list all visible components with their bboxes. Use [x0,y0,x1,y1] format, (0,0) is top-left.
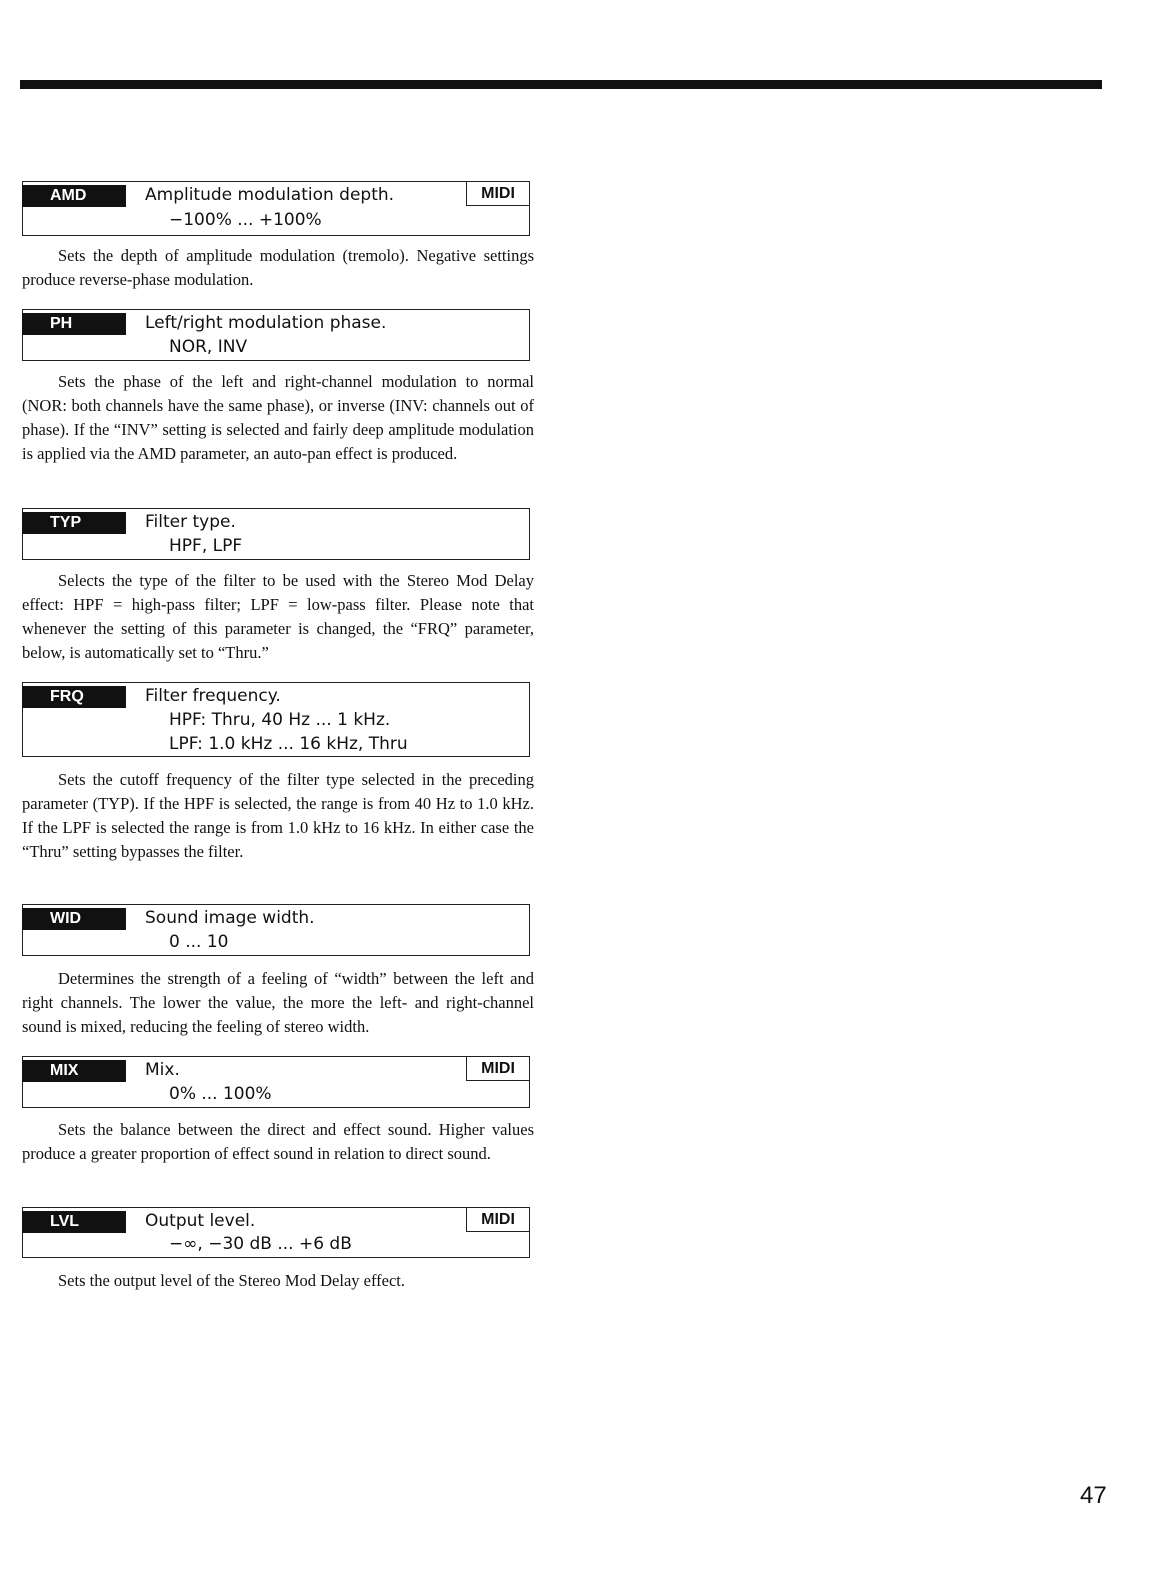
param-box-wid [22,904,530,956]
param-explanation: Sets the cutoff frequency of the filter type selected in the preceding parameter (TYP). If the HPF is selected, the range is from 40 Hz to 1.0 kHz. If the LPF is selected the range is from 1.0 kHz to 16 kHz. In either case the “Thru” setting bypasses the filter. [22,770,534,861]
param-box-amd [22,181,530,236]
param-range: −100% ... +100% [169,210,322,230]
param-explanation: Sets the output level of the Stereo Mod Delay effect. [58,1271,406,1290]
param-description: Left/right modulation phase. [145,313,387,333]
param-description: Mix. [145,1060,180,1080]
param-range: −∞, −30 dB ... +6 dB [169,1234,352,1254]
page-number: 47 [1080,1482,1107,1509]
param-explanation: Sets the phase of the left and right-channel modulation to normal (NOR: both channels have the same phase), or inverse (INV: channels out of phase). If the “INV” setting is selected and fairly deep amplitude modulation is applied via the AMD parameter, an auto-pan effect is produced. [22,372,534,463]
midi-badge: MIDI [466,1056,530,1081]
param-box-frq [22,682,530,757]
param-tag: PH [22,313,126,335]
param-description: Output level. [145,1211,256,1231]
param-tag: MIX [22,1060,126,1082]
param-tag: AMD [22,185,126,207]
param-range: NOR, INV [169,337,248,357]
param-tag: TYP [22,512,126,534]
param-explanation: Determines the strength of a feeling of “width” between the left and right channels. The lower the value, the more the left- and right-channel sound is mixed, reducing the feeling of stereo width. [22,969,534,1036]
param-description: Amplitude modulation depth. [145,185,395,205]
param-explanation: Selects the type of the filter to be used with the Stereo Mod Delay effect: HPF = high-pass filter; LPF = low-pass filter. Please note that whenever the setting of this parameter is changed, the “FRQ” parameter, below, is automatically set to “Thru.” [22,571,534,662]
param-box-lvl [22,1207,530,1258]
header-rule [20,80,1102,89]
param-description: Filter frequency. [145,686,281,706]
param-range: LPF: 1.0 kHz ... 16 kHz, Thru [169,734,408,754]
param-tag: LVL [22,1211,126,1233]
param-box-ph [22,309,530,361]
param-description: Sound image width. [145,908,315,928]
param-explanation: Sets the depth of amplitude modulation (tremolo). Negative settings produce reverse-phase modulation. [22,246,534,289]
param-explanation: Sets the balance between the direct and effect sound. Higher values produce a greater proportion of effect sound in relation to direct sound. [22,1120,534,1163]
param-range: 0% ... 100% [169,1084,272,1104]
midi-badge: MIDI [466,1207,530,1232]
param-range: HPF: Thru, 40 Hz ... 1 kHz. [169,710,391,730]
param-box-typ [22,508,530,560]
param-description: Filter type. [145,512,236,532]
param-range: HPF, LPF [169,536,243,556]
midi-badge: MIDI [466,181,530,206]
param-tag: WID [22,908,126,930]
param-tag: FRQ [22,686,126,708]
param-range: 0 ... 10 [169,932,229,952]
param-box-mix [22,1056,530,1108]
